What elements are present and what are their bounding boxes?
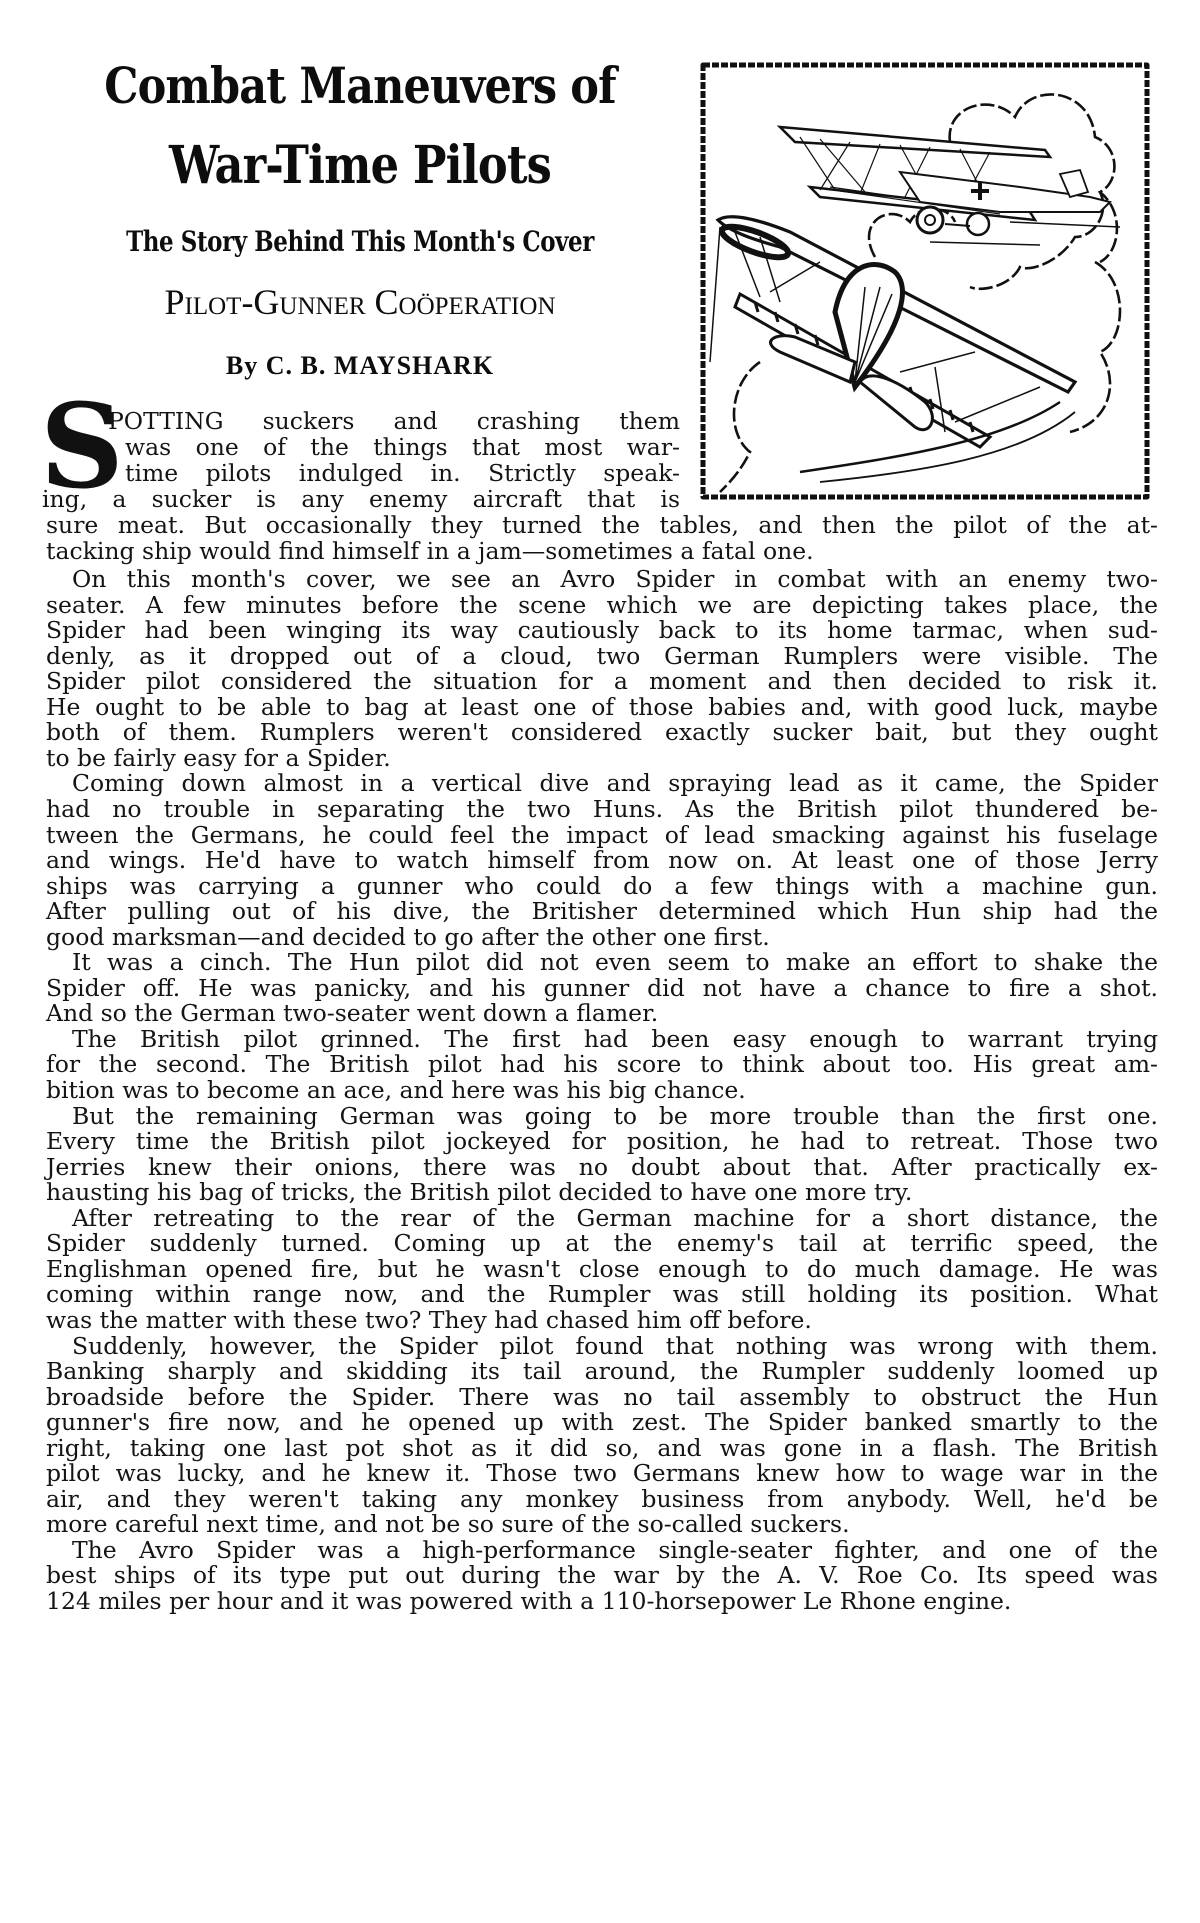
body-line: 124 miles per hour and it was powered with a 110-horsepower Le Rhone engine.: [46, 1587, 1012, 1615]
paragraph-first-line: It was a cinch. The Hun pilot did not even seem to make an effort to shake the: [72, 948, 1158, 977]
drop-cap: S: [40, 379, 124, 515]
body-line: ships was carrying a gunner who could do a few things with a machine gun.: [46, 871, 1158, 900]
body-line: both of them. Rumplers weren't considered exactly sucker bait, but they ought: [46, 718, 1158, 747]
body-line: bition was to become an ace, and here was his big chance.: [46, 1076, 746, 1104]
body-line: to be fairly easy for a Spider.: [46, 743, 391, 772]
paragraph-first-line: But the remaining German was going to be more trouble than the first one.: [72, 1101, 1158, 1130]
body-line: broadside before the Spider. There was no tail assembly to obstruct the Hun: [46, 1382, 1158, 1411]
paragraph-first-line: On this month's cover, we see an Avro Spider in combat with an enemy two-: [72, 565, 1158, 593]
body-line: for the second. The British pilot had his score to think about too. His great am-: [46, 1050, 1158, 1079]
body-line: Spider off. He was panicky, and his gunner did not have a chance to fire a shot.: [46, 973, 1158, 1002]
body-line: seater. A few minutes before the scene which we are depicting takes place, the: [46, 590, 1158, 619]
illustration-border: [703, 65, 1147, 497]
paragraph-first-line: After retreating to the rear of the German machine for a short distance, the: [72, 1203, 1158, 1232]
paragraph-first-line: The Avro Spider was a high-performance single-seater fighter, and one of the: [72, 1535, 1158, 1564]
body-line: tacking ship would find himself in a jam—sometimes a fatal one.: [46, 537, 814, 565]
german-two-seater-icon: [780, 127, 1120, 245]
body-line: gunner's fire now, and he opened up with zest. The Spider banked smartly to the: [46, 1408, 1158, 1437]
body-line: coming within range now, and the Rumpler was still holding its position. What: [46, 1280, 1158, 1309]
body-line: was one of the things that most war-: [125, 433, 680, 461]
byline: By C. B. MAYSHARK: [225, 351, 495, 380]
body-line: time pilots indulged in. Strictly speak-: [125, 459, 680, 487]
body-line: Spider had been winging its way cautiously back to its home tarmac, when sud-: [46, 616, 1158, 645]
body-line: sure meat. But occasionally they turned the tables, and then the pilot of the at-: [46, 511, 1158, 539]
article-title-line-2: War-Time Pilots: [168, 135, 552, 196]
body-line: Englishman opened fire, but he wasn't close enough to do much damage. He was: [46, 1254, 1158, 1283]
body-line: was the matter with these two? They had chased him off before.: [46, 1305, 812, 1334]
body-line: Every time the British pilot jockeyed for position, he had to retreat. Those two: [46, 1127, 1158, 1156]
section-heading: Pilot-Gunner Coöperation: [164, 282, 556, 322]
body-line: And so the German two-seater went down a flamer.: [46, 999, 659, 1028]
body-line: best ships of its type put out during the war by the A. V. Roe Co. Its speed was: [46, 1561, 1158, 1590]
body-line: He ought to be able to bag at least one of those babies and, with good luck, maybe: [46, 692, 1158, 721]
body-line: Jerries knew their onions, there was no doubt about that. After practically ex-: [46, 1152, 1158, 1181]
paragraph-first-line: The British pilot grinned. The first had been easy enough to warrant trying: [72, 1024, 1158, 1053]
body-line: Banking sharply and skidding its tail around, the Rumpler suddenly loomed up: [46, 1357, 1158, 1386]
body-line: air, and they weren't taking any monkey business from anybody. Well, he'd be: [46, 1484, 1158, 1513]
body-line: and wings. He'd have to watch himself from now on. At least one of those Jerry: [46, 846, 1158, 875]
body-line: hausting his bag of tricks, the British pilot decided to have one more try.: [46, 1178, 913, 1207]
body-line: ing, a sucker is any enemy aircraft that is: [42, 485, 680, 513]
body-line: Spider suddenly turned. Coming up at the enemy's tail at terrific speed, the: [46, 1229, 1158, 1258]
body-line: Spider pilot considered the situation for a moment and then decided to risk it.: [46, 667, 1158, 696]
paragraph-first-line: Coming down almost in a vertical dive and spraying lead as it came, the Spider: [72, 769, 1158, 798]
body-line: denly, as it dropped out of a cloud, two German Rumplers were visible. The: [46, 641, 1158, 670]
article-title-line-1: Combat Maneuvers of: [104, 56, 616, 115]
paragraph-first-line: Suddenly, however, the Spider pilot found that nothing was wrong with them.: [72, 1331, 1158, 1360]
cloud-icon: [720, 94, 1120, 492]
body-line: had no trouble in separating the two Huns. As the British pilot thundered be-: [46, 794, 1158, 823]
biplane-fighter-icon: [710, 217, 1075, 482]
body-line: good marksman—and decided to go after the other one first.: [46, 922, 770, 951]
body-line: pilot was lucky, and he knew it. Those two Germans knew how to wage war in the: [46, 1459, 1158, 1488]
body-line: After pulling out of his dive, the Britisher determined which Hun ship had the: [46, 897, 1158, 926]
body-line: tween the Germans, he could feel the impact of lead smacking against his fuselage: [46, 820, 1158, 849]
body-line: more careful next time, and not be so sure of the so-called suckers.: [46, 1510, 850, 1539]
body-line: right, taking one last pot shot as it did so, and was gone in a flash. The British: [46, 1433, 1158, 1462]
body-line: POTTING suckers and crashing them: [108, 407, 680, 435]
cover-illustration: [700, 62, 1150, 500]
article-subtitle: The Story Behind This Month's Cover: [126, 225, 594, 258]
